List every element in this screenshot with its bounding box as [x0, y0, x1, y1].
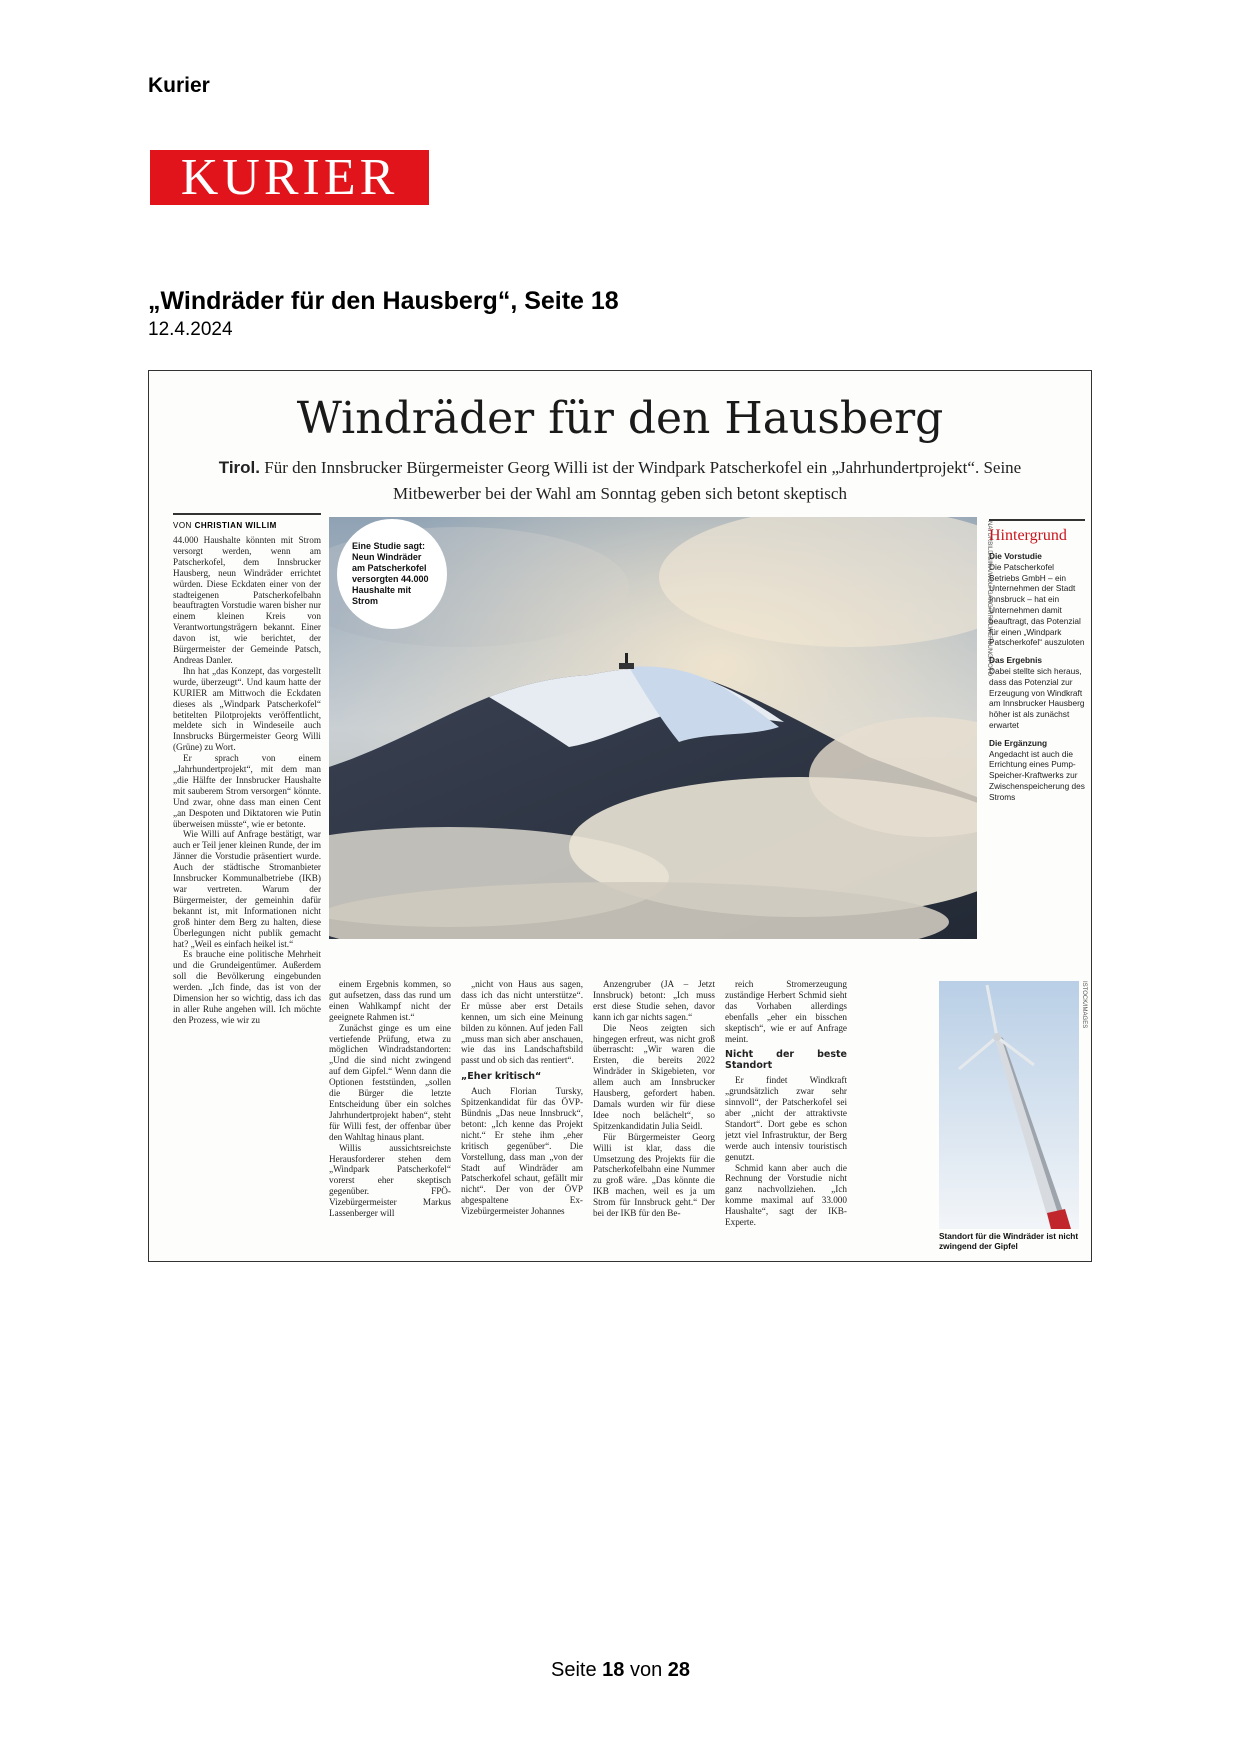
- col5-part1: [725, 979, 847, 1044]
- turbine-caption: Standort für die Windräder ist nicht zwingend der Gipfel: [939, 1231, 1079, 1251]
- footer-page: 18: [602, 1659, 625, 1681]
- text-column-3: [461, 979, 583, 1251]
- paragraph: Es brauche eine politische Mehrheit und die Grundeigentümer. Außerdem soll die Bevölkerung eingebunden werden. „Ich finde, das ist von der Dimension her so wichtig, dass ich das in aller Ruhe angehen will. Ich möchte den Prozess, wie wir zu: [173, 949, 321, 1025]
- sidebar-text-1: Die Patscherkofel Betriebs GmbH – ein Unternehmen der Stadt Innsbruck – hat ein Unternehmen damit beauftragt, das Potenzial für einen „Windpark Patscherkofel“ auszuloten: [989, 561, 1085, 648]
- paragraph: Er findet Windkraft „grundsätzlich zwar sehr sinnvoll“, der Patscherkofel sei aber „nicht der attraktivste Standort“. Dort gebe es schon jetzt viel Infrastruktur, der Berg werde auch intensiv touristisch genutzt.: [725, 1075, 847, 1162]
- footer-total: 28: [667, 1659, 691, 1681]
- sidebar-head-3: Die Ergänzung: [989, 737, 1048, 748]
- subtitle-lead: Tirol.: [218, 458, 260, 477]
- col3-part1: [461, 979, 583, 1066]
- page-footer: [0, 1659, 1241, 1682]
- paragraph: Für Bürgermeister Georg Willi ist klar, dass die Umsetzung des Projekts für die Patscherkofelbahn eine Nummer zu groß wäre. „Das könnte die IKB machen, weil es ja um Strom für Innsbruck geht.“ Der bei der IKB für den Be-: [593, 1131, 715, 1219]
- article-headline: Windräder für den Hausberg: [296, 393, 944, 444]
- footer-middle: von: [629, 1659, 663, 1681]
- paragraph: reich Stromerzeugung zuständige Herbert Schmid sieht das Vorhaben allerdings ebenfalls „eher ein bisschen skeptisch“, wie er auf Anfrage meint.: [725, 979, 847, 1044]
- text-column-2: [329, 979, 451, 1251]
- col5-subhead: Nicht der beste Standort: [725, 1049, 847, 1072]
- turbine-credit: ISTOCK/IMAGES: [1081, 981, 1087, 1029]
- paragraph: Er sprach von einem „Jahrhundertprojekt“, mit dem man „die Hälfte der Innsbrucker Haushalte mit sauberem Strom versorgen“ könnte. Und zwar, ohne dass man einen Cent „an Despoten und Diktatoren wie Putin überweisen müsste“, wie er betonte.: [173, 753, 321, 829]
- paragraph: Wie Willi auf Anfrage bestätigt, war auch er Teil jener kleinen Runde, der im Jänner die Vorstudie präsentiert wurde. Auch der städtische Stromanbieter Innsbrucker Kommunalbetriebe (IKB) war vertreten. Warum der Bürgermeister, der gemeinhin dafür bekannt ist, mit Informationen nicht groß hinter dem Berg zu halten, diese Überlegungen nicht publik gemacht hat? „Weil es einfach heikel ist.“: [173, 829, 321, 949]
- article-subtitle: [209, 455, 1031, 507]
- col3-part2: [461, 1086, 583, 1217]
- byline-author: CHRISTIAN WILLIM: [194, 521, 277, 530]
- sidebar-rule: [989, 519, 1085, 521]
- paragraph: Auch Florian Tursky, Spitzenkandidat für das ÖVP-Bündnis „Das neue Innsbruck“, betont: „Ich kenne das Projekt nicht.“ Er stehe ihm „eher kritisch gegenüber“. Die Vorstellung, dass man „von der Stadt auf Windräder am Patscherkofel schaut, gefällt mir nicht“. Der von der ÖVP abgespaltene Ex-Vizebürgermeister Johannes: [461, 1086, 583, 1217]
- photo-bubble: [337, 519, 447, 629]
- paragraph: Ihn hat „das Konzept, das vorgestellt wurde, überzeugt“. Und kaum hatte der KURIER am Mittwoch die Eckdaten dieses als „Windpark Patscherkofel“ betitelten Pilotprojekts veröffentlicht, meldete sich in Windeseile auch Innsbrucks Bürgermeister Georg Willi (Grüne) zu Wort.: [173, 665, 321, 753]
- sidebar-background: [989, 551, 1085, 803]
- photo-bubble-text: Eine Studie sagt: Neun Windräder am Patscherkofel versorgten 44.000 Haushalte mit Strom: [352, 541, 429, 606]
- clip-title: „Windräder für den Hausberg“, Seite 18: [148, 287, 619, 315]
- kurier-logo: KURIER: [150, 150, 429, 205]
- photo-credit: NATURBILD/SIMA/WOLFGANG/TIROLWERBUNG/FOTO: [986, 521, 992, 677]
- text-column-5: [725, 979, 847, 1251]
- byline: [173, 521, 277, 530]
- text-column-4: [593, 979, 715, 1251]
- paragraph: Zunächst ginge es um eine vertiefende Prüfung, etwa zu möglichen Windradstandorten: „Und die sind nicht zwingend auf dem Gipfel.“ Wenn dann die Optionen feststünden, „sollen die Bürger die letzte Entscheidung über ein solches Jahrhundertprojekt haben“, steht für Willi fest, der offenbar über den Wahltag hinaus plant.: [329, 1022, 451, 1142]
- paragraph: einem Ergebnis kommen, so gut aufsetzen, dass das rund um einen Wahlkampf nicht der geeignete Rahmen ist.“: [329, 979, 451, 1022]
- paragraph: „nicht von Haus aus sagen, dass ich das nicht unterstütze“. Er müsse aber erst Details kennen, um sich eine Meinung bilden zu können. Auf jeden Fall „muss man sich aber anschauen, wie das ins Landschaftsbild passt und ob sich das rentiert“.: [461, 979, 583, 1066]
- text-column-1: [173, 535, 321, 1250]
- sidebar-text-2: Dabei stellte sich heraus, dass das Potenzial zur Erzeugung von Windkraft am Innsbrucker Hausberg höher ist als zunächst erwartet: [989, 665, 1085, 730]
- sidebar-text-3: Angedacht ist auch die Errichtung eines Pump-Speicher-Kraftwerks zur Zwischenspeicherung des Stroms: [989, 748, 1085, 802]
- paragraph: Anzengruber (JA – Jetzt Innsbruck) betont: „Ich muss erst diese Studie sehen, davor kann ich gar nichts sagen.“: [593, 979, 715, 1022]
- newspaper-clipping: [148, 370, 1092, 1262]
- byline-prefix: VON: [173, 521, 192, 530]
- column-rule: [173, 513, 321, 515]
- wind-turbine-photo: [939, 981, 1079, 1229]
- sidebar-head-2: Das Ergebnis: [989, 655, 1043, 666]
- col3-subhead: „Eher kritisch“: [461, 1071, 542, 1083]
- paragraph: Willis aussichtsreichste Herausforderer stehen dem „Windpark Patscherkofel“ vorerst eher skeptisch gegenüber. FPÖ-Vizebürgermeister Markus Lassenberger will: [329, 1142, 451, 1219]
- paragraph: 44.000 Haushalte könnten mit Strom versorgt werden, wenn am Patscherkofel, dem Innsbrucker Hausberg, neun Windräder errichtet würden. Diese Eckdaten einer von der stadteigenen Patscherkofelbahn beauftragten Vorstudie waren bisher nur einem kleinen Kreis von Verantwortungsträgern bekannt. Einer davon ist, wie berichtet, der Bürgermeister der Gemeinde Patsch, Andreas Danler.: [173, 535, 321, 665]
- clip-date: 12.4.2024: [148, 319, 233, 340]
- footer-prefix: Seite: [550, 1659, 597, 1681]
- sidebar-title: Hintergrund: [989, 527, 1067, 544]
- sidebar-head-1: Die Vorstudie: [989, 551, 1042, 561]
- subtitle-text: Für den Innsbrucker Bürgermeister Georg Willi ist der Windpark Patscherkofel ein „Jahrhundertprojekt“. Seine Mitbewerber bei der Wahl am Sonntag geben sich betont skeptisch: [264, 458, 1022, 503]
- paragraph: Schmid kann aber auch die Rechnung der Vorstudie nicht ganz nachvollziehen. „Ich komme maximal auf 33.000 Haushalte“, sagt der IKB-Experte.: [725, 1162, 847, 1228]
- paragraph: Die Neos zeigten sich hingegen erfreut, was nicht groß überrascht: „Wir waren die Ersten, die bereits 2022 Windräder in Skigebieten, vor allem auch am Innsbrucker Hausberg, gefordert haben. Damals wurden wir für diese Idee noch belächelt“, so Spitzenkandidatin Julia Seidl.: [593, 1022, 715, 1131]
- col5-part2: [725, 1075, 847, 1228]
- source-label: Kurier: [148, 74, 210, 97]
